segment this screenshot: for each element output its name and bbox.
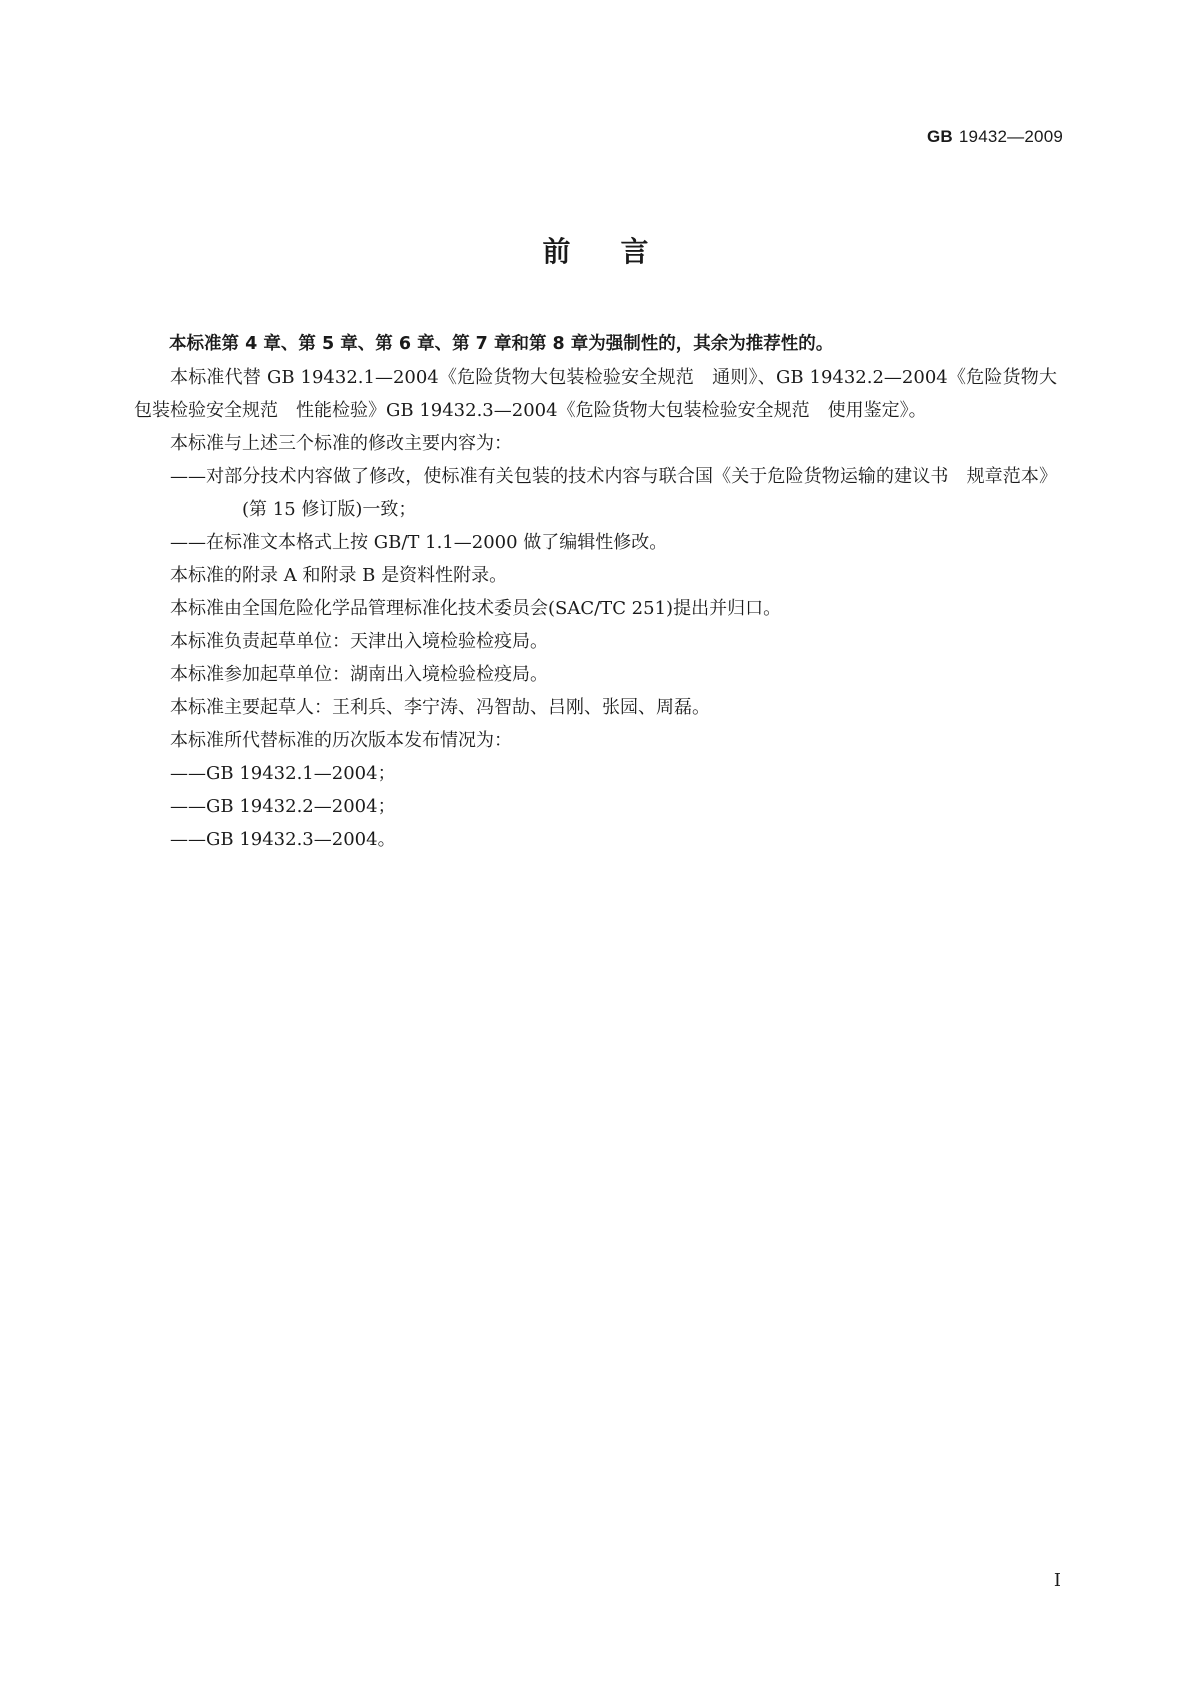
replaces-statement: 本标准代替 GB 19432.1—2004《危险货物大包装检验安全规范 通则》、GB 19432.2—2004《危险货物大包装检验安全规范 性能检验》GB 19432.3—2004《危险货物大包装检验安全规范 使用鉴定》。 — [134, 367, 1057, 421]
change-item-2: ——在标准文本格式上按 GB/T 1.1—2000 做了编辑性修改。 — [170, 532, 668, 553]
history-item-1: ——GB 19432.1—2004； — [170, 763, 396, 784]
drafters-statement: 本标准主要起草人：王利兵、李宁涛、冯智劼、吕刚、张园、周磊。 — [170, 697, 710, 718]
history-intro: 本标准所代替标准的历次版本发布情况为： — [170, 730, 512, 751]
page-number: I — [1053, 1570, 1061, 1591]
standard-number — [927, 127, 1063, 147]
mandatory-statement: 本标准第 4 章、第 5 章、第 6 章、第 7 章和第 8 章为强制性的，其余为推荐性的。 — [169, 334, 834, 354]
standard-prefix: GB — [927, 127, 953, 146]
changes-intro: 本标准与上述三个标准的修改主要内容为： — [170, 433, 512, 454]
history-item-2: ——GB 19432.2—2004； — [170, 796, 396, 817]
page-title: 前言 — [542, 235, 699, 268]
standard-code: 19432—2009 — [958, 127, 1063, 146]
history-item-3: ——GB 19432.3—2004。 — [170, 829, 396, 850]
participating-unit-statement: 本标准参加起草单位：湖南出入境检验检疫局。 — [170, 664, 548, 685]
drafting-unit-statement: 本标准负责起草单位：天津出入境检验检疫局。 — [170, 631, 548, 652]
annex-statement: 本标准的附录 A 和附录 B 是资料性附录。 — [170, 565, 508, 586]
foreword-body — [134, 328, 1057, 856]
change-item-1: ——对部分技术内容做了修改，使标准有关包装的技术内容与联合国《关于危险货物运输的建议书 规章范本》(第 15 修订版)一致； — [170, 466, 1057, 520]
proposed-by-statement: 本标准由全国危险化学品管理标准化技术委员会(SAC/TC 251)提出并归口。 — [170, 598, 782, 619]
